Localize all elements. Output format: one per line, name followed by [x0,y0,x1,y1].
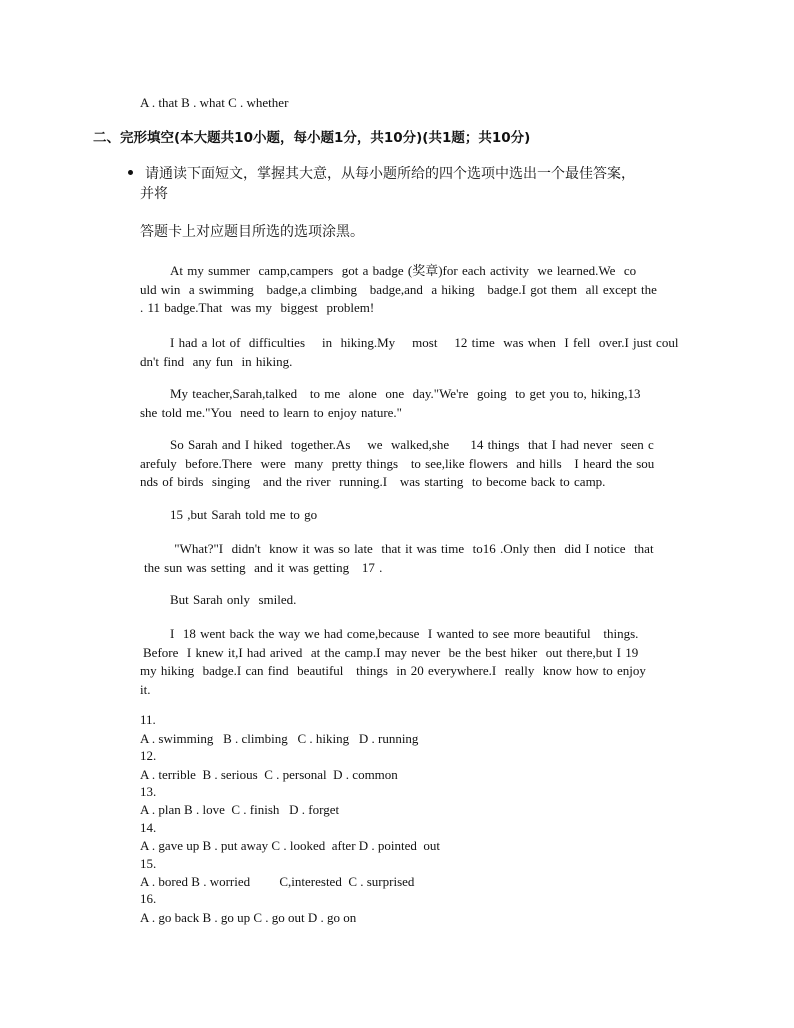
paragraph-line: At my summer camp,campers got a badge (奖章)for each activity we learned.We co [170,263,637,278]
section-title: 二、完形填空(本大题共10小题，每小题1分，共10分)(共1题；共10分) [93,130,531,146]
question-options: A . bored B . worried C,interested C . surprised [140,874,415,889]
paragraph-line: My teacher,Sarah,talked to me alone one day."We're going to get you to, hiking,13 [170,386,641,401]
paragraph-line: she told me."You need to learn to enjoy nature." [140,404,402,420]
paragraph-line: "What?"I didn't know it was so late that it was time to16 .Only then did I notice that [170,541,654,556]
question-number: 16. [140,891,157,906]
paragraph-line: 15 ,but Sarah told me to go [170,507,318,522]
question-options: A . plan B . love C . finish D . forget [140,802,340,817]
passage-paragraph-4 [140,436,696,492]
bullet-icon [128,170,133,175]
question-options: A . swimming B . climbing C . hiking D . running [140,731,419,746]
previous-question-options: A . that B . what C . whether [140,95,289,110]
instruction-line-3: 答题卡上对应题目所选的选项涂黑。 [140,224,364,240]
paragraph-line: I 18 went back the way we had come,because I wanted to see more beautiful things. [170,626,639,641]
paragraph-line: . 11 badge.That was my biggest problem! [140,300,375,315]
paragraph-line: I had a lot of difficulties in hiking.My most 12 time was when I fell over.I just coul [170,335,679,350]
paragraph-line: arefuly before.There were many pretty things to see,like flowers and hills I heard the sou [140,455,655,471]
paragraph-line: dn't find any fun in hiking. [140,353,293,369]
question-options: A . gave up B . put away C . looked after D . pointed out [140,838,441,853]
instruction-line-2: 并将 [140,186,168,202]
paragraph-line: the sun was setting and it was getting 17 . [144,559,383,575]
passage-paragraph-6 [140,540,696,577]
paragraph-line: it. [140,681,151,697]
paragraph-line: uld win a swimming badge,a climbing badge,and a hiking badge.I got them all except the [140,281,657,297]
paragraph-line: my hiking badge.I can find beautiful things in 20 everywhere.I really know how to enjoy [140,663,646,678]
passage-paragraph-8 [140,625,696,699]
question-number: 13. [140,784,157,799]
passage-paragraph-5 [140,506,696,525]
question-options: A . terrible B . serious C . personal D . common [140,767,398,782]
paragraph-line: Before I knew it,I had arived at the camp.I may never be the best hiker out there,but I 19 [143,644,639,660]
paragraph-line: But Sarah only smiled. [170,592,297,607]
question-number: 14. [140,820,157,835]
passage-paragraph-1 [140,262,696,318]
passage-paragraph-3 [140,385,696,422]
question-options: A . go back B . go up C . go out D . go on [140,910,357,925]
question-number: 11. [140,712,156,727]
question-number: 15. [140,856,157,871]
paragraph-line: So Sarah and I hiked together.As we walked,she 14 things that I had never seen c [170,437,654,452]
paragraph-line: nds of birds singing and the river running.I was starting to become back to camp. [140,474,606,489]
instruction-line-1: 请通读下面短文，掌握其大意，从每小题所给的四个选项中选出一个最佳答案， [145,166,635,182]
question-number: 12. [140,748,157,763]
passage-paragraph-2 [140,334,696,371]
passage-paragraph-7 [140,591,696,610]
